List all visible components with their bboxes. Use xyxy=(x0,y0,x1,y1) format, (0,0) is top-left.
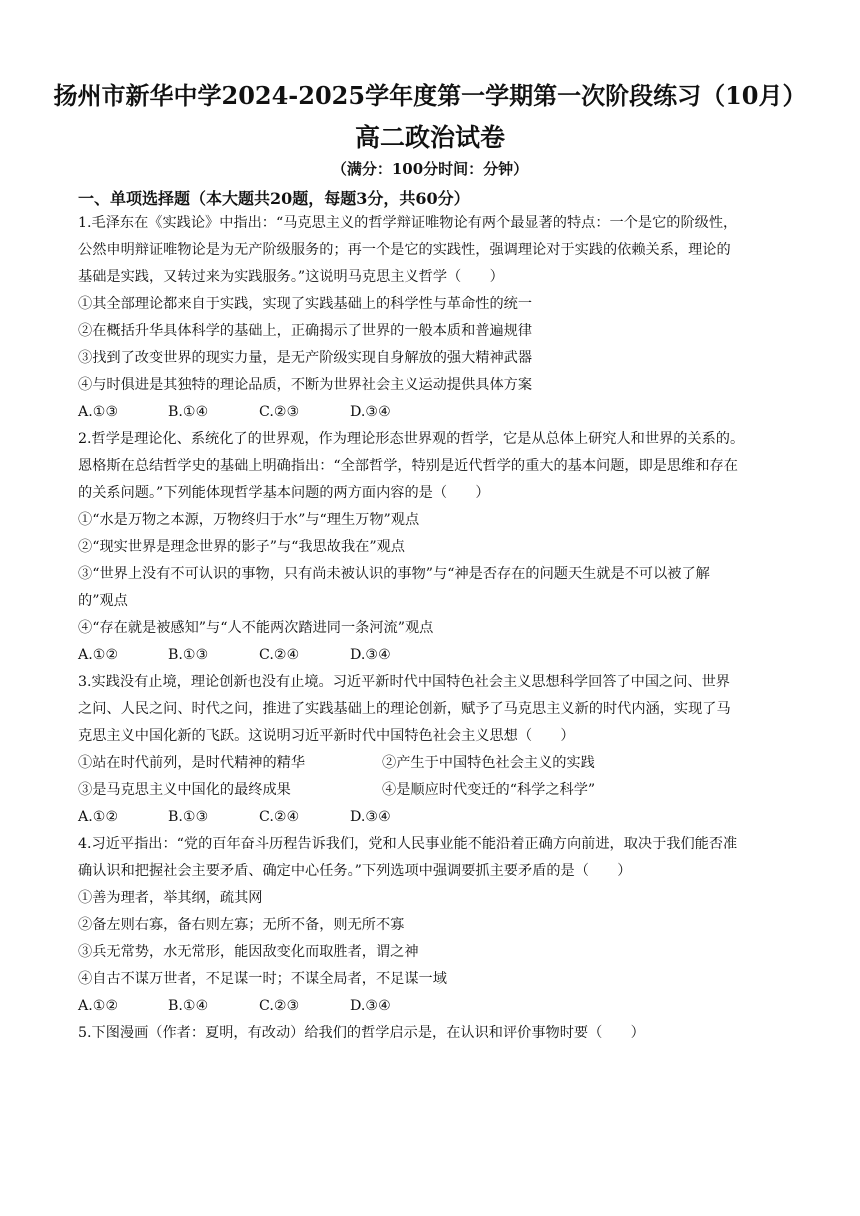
question-4-statement: ①善为理者，举其纲，疏其网 xyxy=(78,890,263,906)
question-1-line: 公然申明辩证唯物论是为无产阶级服务的；再一个是它的实践性，强调理论对于实践的依赖关系，理论的 xyxy=(78,242,731,258)
question-1-option-c: C.②③ xyxy=(259,404,300,420)
question-3-line: 之问、人民之问、时代之问，推进了实践基础上的理论创新，赋予了马克思主义新的时代内涵，实现了马 xyxy=(78,701,731,717)
question-3-option-b: B.①③ xyxy=(168,809,209,825)
question-2-line: 的关系问题。”下列能体现哲学基本问题的两方面内容的是（ ） xyxy=(78,485,490,501)
question-2-statement: 的”观点 xyxy=(78,593,128,609)
question-3-statement: ②产生于中国特色社会主义的实践 xyxy=(382,755,595,771)
section-heading: 一、单项选择题（本大题共20题，每题3分，共60分） xyxy=(78,189,470,208)
question-2-option-d: D.③④ xyxy=(350,647,391,663)
question-3-statement: ③是马克思主义中国化的最终成果 xyxy=(78,782,291,798)
question-2-option-a: A.①② xyxy=(78,647,119,663)
question-1-option-b: B.①④ xyxy=(168,404,209,420)
question-1-statement: ②在概括升华具体科学的基础上，正确揭示了世界的一般本质和普遍规律 xyxy=(78,323,533,339)
question-3-option-a: A.①② xyxy=(78,809,119,825)
exam-subtitle: 高二政治试卷 xyxy=(354,123,505,152)
question-4-option-d: D.③④ xyxy=(350,998,391,1014)
question-5-line: 5.下图漫画（作者：夏明，有改动）给我们的哲学启示是，在认识和评价事物时要（ ） xyxy=(78,1025,645,1041)
question-4-line: 4.习近平指出：“党的百年奋斗历程告诉我们，党和人民事业能不能沿着正确方向前进，取决于我们能否准 xyxy=(78,836,738,852)
question-3-option-d: D.③④ xyxy=(350,809,391,825)
question-1-statement: ①其全部理论都来自于实践，实现了实践基础上的科学性与革命性的统一 xyxy=(78,296,533,312)
question-1-statement: ④与时俱进是其独特的理论品质，不断为世界社会主义运动提供具体方案 xyxy=(78,377,533,393)
question-3-option-c: C.②④ xyxy=(259,809,300,825)
question-2-option-c: C.②④ xyxy=(259,647,300,663)
question-2-statement: ④“存在就是被感知”与“人不能两次踏进同一条河流”观点 xyxy=(78,620,434,636)
question-4-statement: ④自古不谋万世者，不足谋一时；不谋全局者，不足谋一域 xyxy=(78,971,447,987)
question-4-option-c: C.②③ xyxy=(259,998,300,1014)
question-3-line: 克思主义中国化新的飞跃。这说明习近平新时代中国特色社会主义思想（ ） xyxy=(78,728,575,744)
question-1-line: 基础是实践，又转过来为实践服务。”这说明马克思主义哲学（ ） xyxy=(78,269,504,285)
question-1-option-d: D.③④ xyxy=(350,404,391,420)
question-1-line: 1.毛泽东在《实践论》中指出：“马克思主义的哲学辩证唯物论有两个最显著的特点：一个是它的阶级性， xyxy=(78,215,738,231)
question-4-option-b: B.①④ xyxy=(168,998,209,1014)
question-2-option-b: B.①③ xyxy=(168,647,209,663)
question-4-option-a: A.①② xyxy=(78,998,119,1014)
question-4-line: 确认识和把握社会主要矛盾、确定中心任务。”下列选项中强调要抓主要矛盾的是（ ） xyxy=(78,863,632,879)
question-1-option-a: A.①③ xyxy=(78,404,119,420)
question-4-statement: ③兵无常势，水无常形，能因敌变化而取胜者，谓之神 xyxy=(78,944,419,960)
score-info: （满分：100分时间：分钟） xyxy=(331,160,529,178)
question-2-line: 2.哲学是理论化、系统化了的世界观，作为理论形态世界观的哲学，它是从总体上研究人和世界的关系的。 xyxy=(78,431,745,447)
exam-title: 扬州市新华中学2024-2025学年度第一学期第一次阶段练习（10月） xyxy=(53,81,807,110)
question-2-statement: ①“水是万物之本源，万物终归于水”与“理生万物”观点 xyxy=(78,512,420,528)
question-3-statement: ①站在时代前列，是时代精神的精华 xyxy=(78,755,306,771)
question-2-line: 恩格斯在总结哲学史的基础上明确指出：“全部哲学，特别是近代哲学的重大的基本问题，即是思维和存在 xyxy=(78,458,738,474)
question-2-statement: ②“现实世界是理念世界的影子”与“我思故我在”观点 xyxy=(78,539,405,555)
question-2-statement: ③“世界上没有不可认识的事物，只有尚未被认识的事物”与“神是否存在的问题天生就是不可以被了解 xyxy=(78,566,710,582)
question-3-statement: ④是顺应时代变迁的“科学之科学” xyxy=(382,782,596,798)
question-3-line: 3.实践没有止境，理论创新也没有止境。习近平新时代中国特色社会主义思想科学回答了中国之问、世界 xyxy=(78,674,730,690)
question-1-statement: ③找到了改变世界的现实力量，是无产阶级实现自身解放的强大精神武器 xyxy=(78,350,533,366)
question-4-statement: ②备左则右寡，备右则左寡；无所不备，则无所不寡 xyxy=(78,917,405,933)
